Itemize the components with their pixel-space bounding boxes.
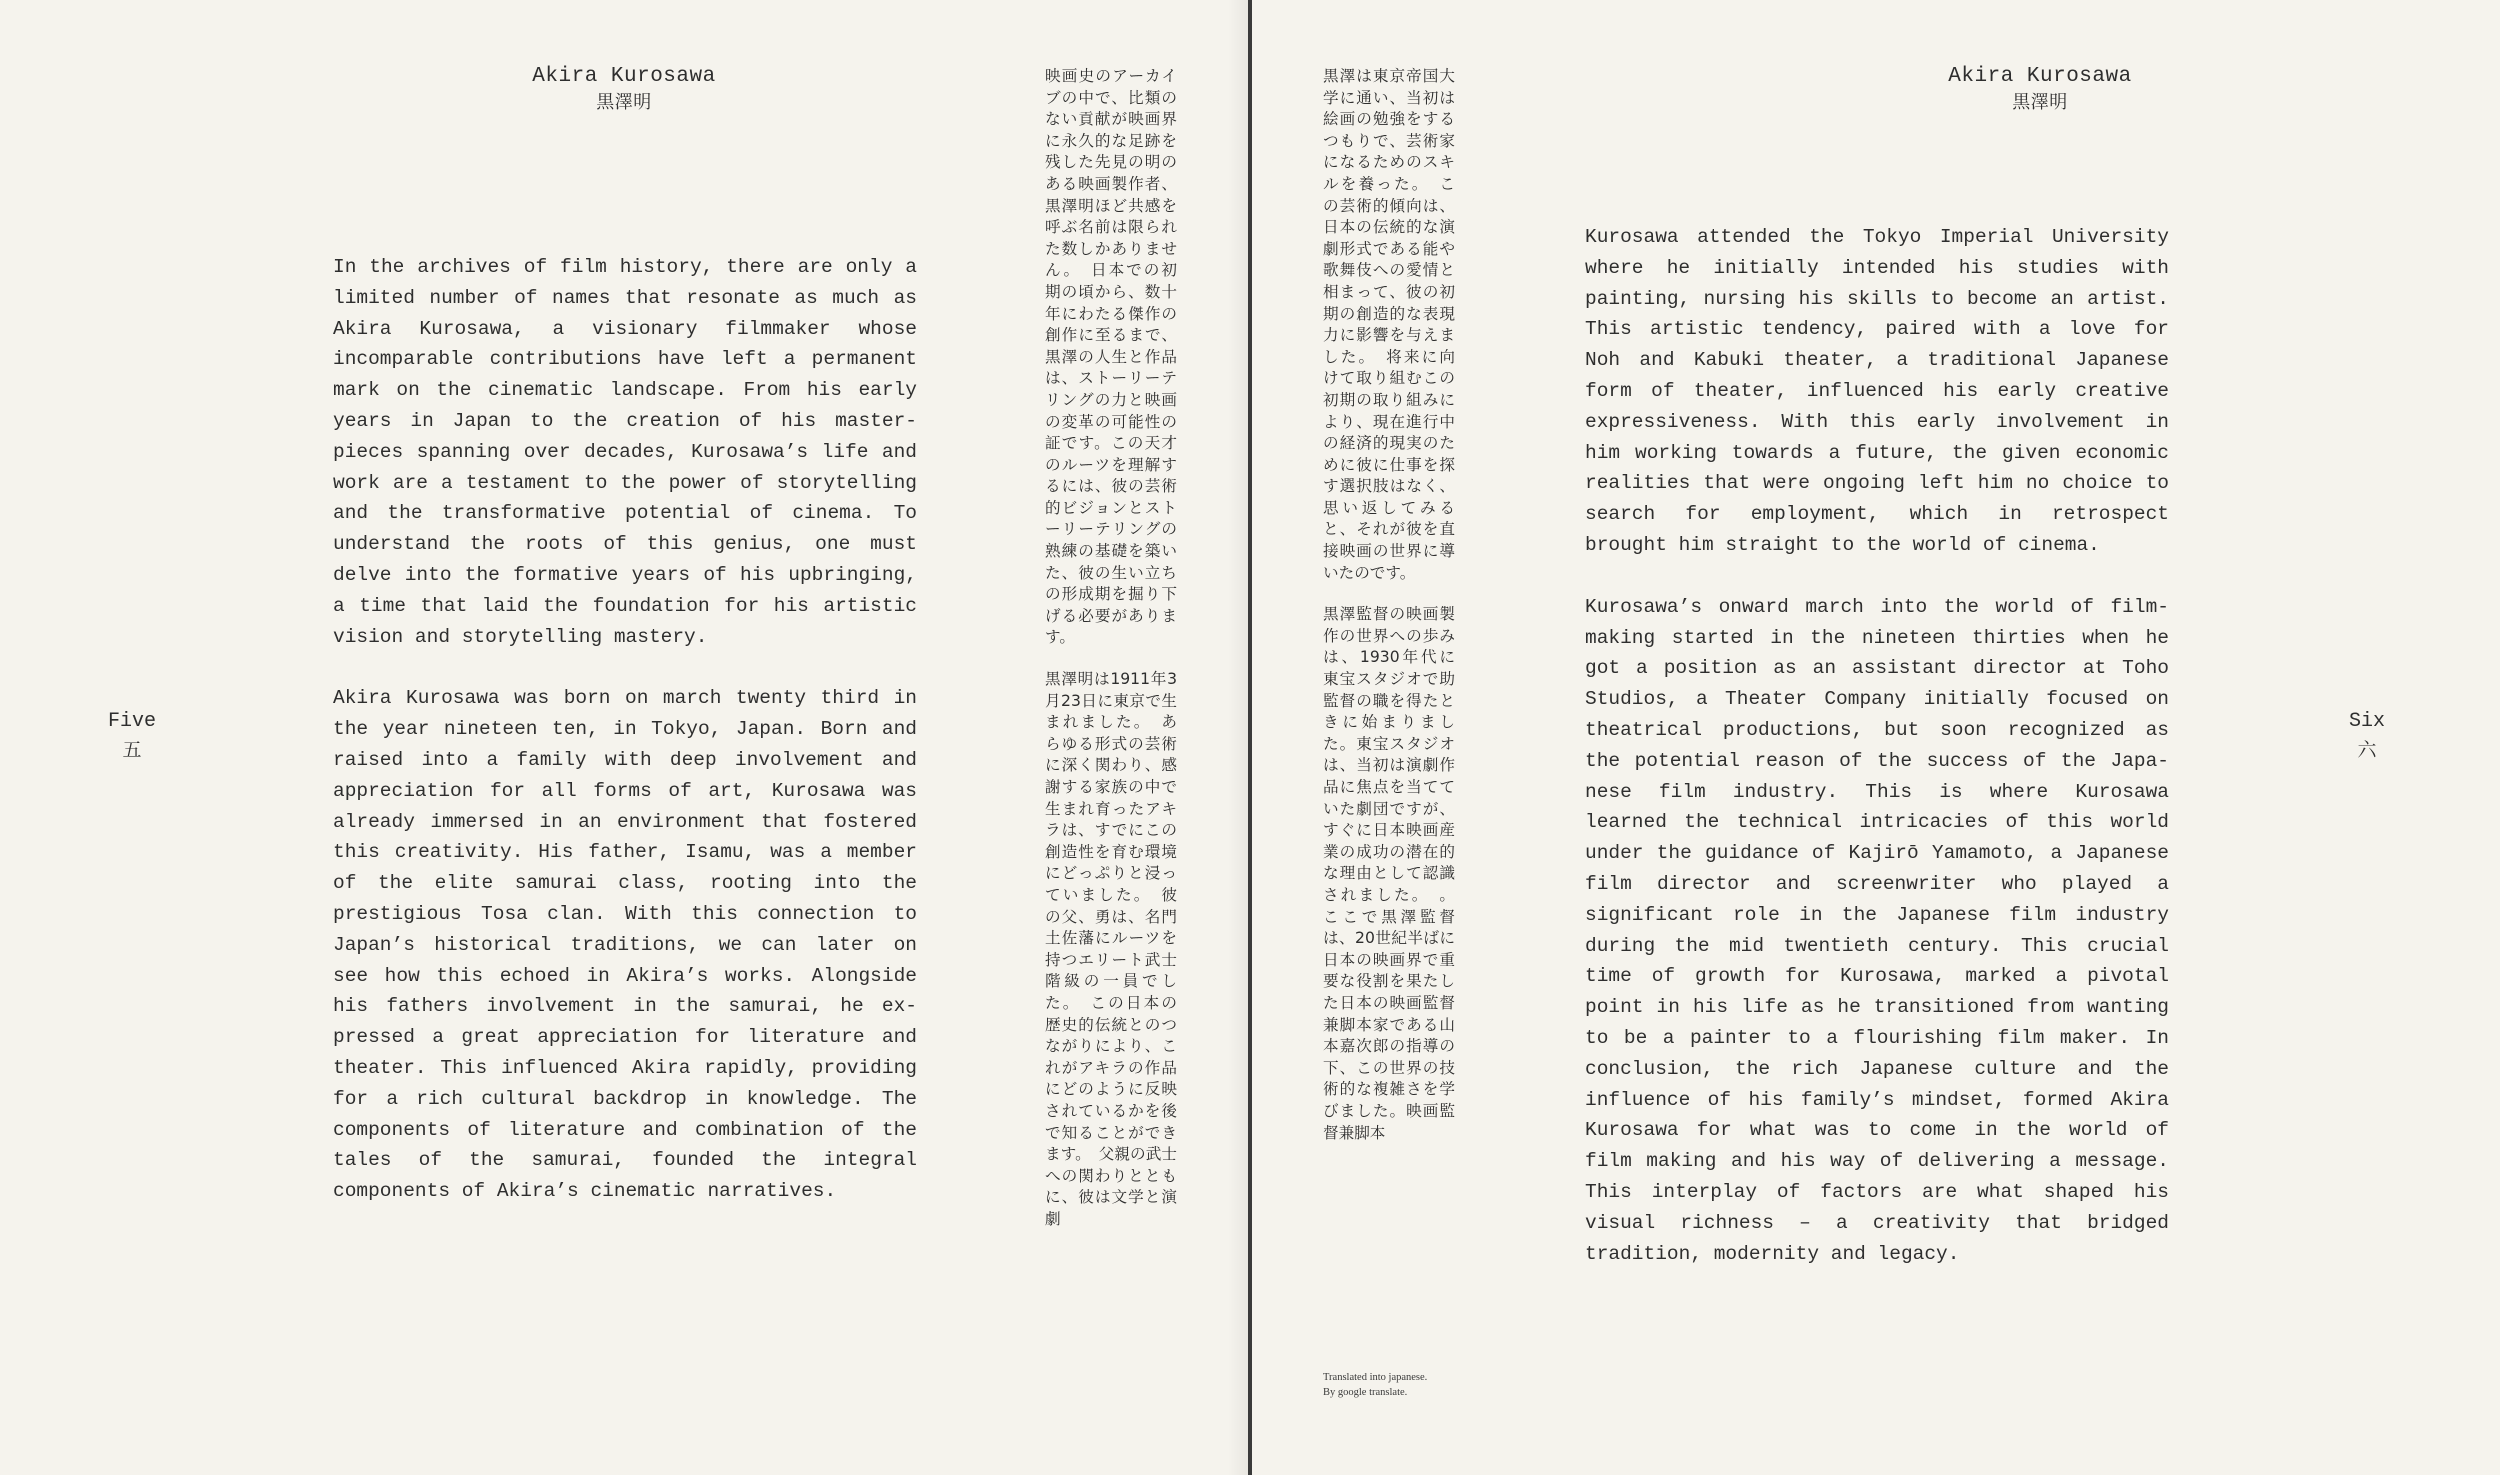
page-number-en: Six — [2348, 710, 2385, 733]
translation-note-line: By google translate. — [1323, 1387, 1408, 1398]
left-japanese-column — [1045, 66, 1177, 1418]
left-page-number — [72, 708, 192, 764]
english-paragraph: Kurosawa’s onward march into the world of filmmaking started in the nineteen thirties when he got a position as an assistant director at Toho Studios, a Theater Company initially focused on theatrical productions, but soon recognized as the potential reason of the success of the Japanese film industry. This is where Kurosawa learned the technical intricacies of this world under the guidance of Kajirō Yamamoto, a Japanese film director and screenwriter who played a significant role in the Japanese film industry during the mid twentieth century. This crucial time of growth for Kurosawa, marked a pivotal point in his life as he transitioned from wanting to be a painter to a flourishing film maker. In conclusion, the rich Japanese culture and the influence of his family’s mindset, formed Akira Kurosawa for what was to come in the world of film making and his way of delivering a message. This interplay of factors are what shaped his visual richness – a creativity that bridged tradition, modernity and legacy. — [1585, 595, 2169, 1265]
left-english-column — [333, 252, 917, 1238]
gutter-shadow-left — [1228, 0, 1248, 1475]
translation-note-line: Translated into japanese. — [1323, 1372, 1428, 1383]
header-name-jp: 黒澤明 — [2012, 92, 2068, 113]
english-paragraph: Akira Kurosawa was born on march twenty third in the year nineteen ten, in Tokyo, Japan. Born and raised into a family with deep involvement and appreciation for all forms of art, Kurosawa was already immersed in an environment that fostered this creativity. His father, Isamu, was a member of the elite samurai class, rooting into the prestigious Tosa clan. With this connection to Japan’s historical traditions, we can later on see how this echoed in Akira’s works. Alongside his fathers involvement in the samurai, he expressed a great appreciation for literature and theater. This influenced Akira rapidly, providing for a rich cultural backdrop in knowledge. The components of literature and combination of the tales of the samurai, founded the integral components of Akira’s cinematic narratives. — [333, 687, 917, 1203]
right-page-number — [2307, 708, 2427, 764]
left-running-header — [454, 64, 794, 116]
right-page — [1252, 0, 2500, 1475]
english-paragraph: Kurosawa attended the Tokyo Imperial University where he initially intended his studies with painting, nursing his skills to become an artist. This artistic tendency, paired with a love for Noh and Kabuki theater, a traditional Japanese form of theater, influenced his early creative expressiveness. With this early involvement in him working towards a future, the given economic realities that were ongoing left him no choice to search for employment, which in retrospect brought him straight to the world of cinema. — [1585, 226, 2169, 556]
left-page — [0, 0, 1248, 1475]
header-name-en: Akira Kurosawa — [532, 65, 716, 88]
japanese-paragraph: 黒澤は東京帝国大学に通い、当初は絵画の勉強をするつもりで、芸術家になるためのスキルを養った。 この芸術的傾向は、日本の伝統的な演劇形式である能や歌舞伎への愛情と相まって、彼の初期の創造的な表現力に影響を与えました。 将来に向けて取り組むこの初期の取り組みにより、現在進行中の経済的現実のために彼に仕事を探す選択肢はなく、思い返してみると、それが彼を直接映画の世界に導いたのです。 — [1323, 67, 1455, 582]
page-number-en: Five — [107, 710, 156, 733]
japanese-paragraph: 黒澤明は1911年3月23日に東京で生まれました。 あらゆる形式の芸術に深く関わり、感謝する家族の中で生まれ育ったアキラは、すでにこの創造性を育む環境にどっぷりと浸っていました。 彼の父、勇は、名門土佐藩にルーツを持つエリート武士階級の一員でした。 この日本の歴史的伝統とのつながりにより、これがアキラの作品にどのように反映されているかを後で知ることができます。 父親の武士への関わりとともに、彼は文学と演劇 — [1045, 670, 1177, 1228]
page-number-jp: 五 — [122, 739, 142, 761]
japanese-paragraph: 黒澤監督の映画製作の世界への歩みは、1930年代に東宝スタジオで助監督の職を得たときに始まりました。東宝スタジオは、当初は演劇作品に焦点を当てていた劇団ですが、すぐに日本映画産業の成功の潜在的な理由として認識されました。 。ここで黒澤監督は、20世紀半ばに日本の映画界で重要な役割を果たした日本の映画監督兼脚本家である山本嘉次郎の指導の下、この世界の技術的な複雑さを学びました。映画監督兼脚本 — [1323, 605, 1455, 1142]
translation-note — [1323, 1370, 1483, 1400]
right-english-column — [1585, 222, 2169, 1300]
right-japanese-column — [1323, 66, 1455, 1356]
english-paragraph: In the archives of film history, there are only a limited number of names that resonate as much as Akira Kurosawa, a visionary filmmaker whose incomparable contributions have left a permanent mark on the cinematic landscape. From his early years in Japan to the creation of his masterpieces spanning over decades, Kurosawa’s life and work are a testament to the power of storytelling and the transformative potential of cinema. To understand the roots of this genius, one must delve into the formative years of his upbringing, a time that laid the foundation for his artistic vision and storytelling mastery. — [333, 256, 917, 648]
right-running-header — [1870, 64, 2210, 116]
header-name-jp: 黒澤明 — [596, 92, 652, 113]
header-name-en: Akira Kurosawa — [1948, 65, 2132, 88]
japanese-paragraph: 映画史のアーカイブの中で、比類のない貢献が映画界に永久的な足跡を残した先見の明のある映画製作者、黒澤明ほど共感を呼ぶ名前は限られた数しかありません。 日本での初期の頃から、数十年にわたる傑作の創作に至るまで、黒澤の人生と作品は、ストーリーテリングの力と映画の変革の可能性の証です。この天才のルーツを理解するには、彼の芸術的ビジョンとストーリーテリングの熟練の基礎を築いた、彼の生い立ちの形成期を掘り下げる必要があります。 — [1045, 67, 1177, 647]
page-number-jp: 六 — [2357, 739, 2377, 761]
